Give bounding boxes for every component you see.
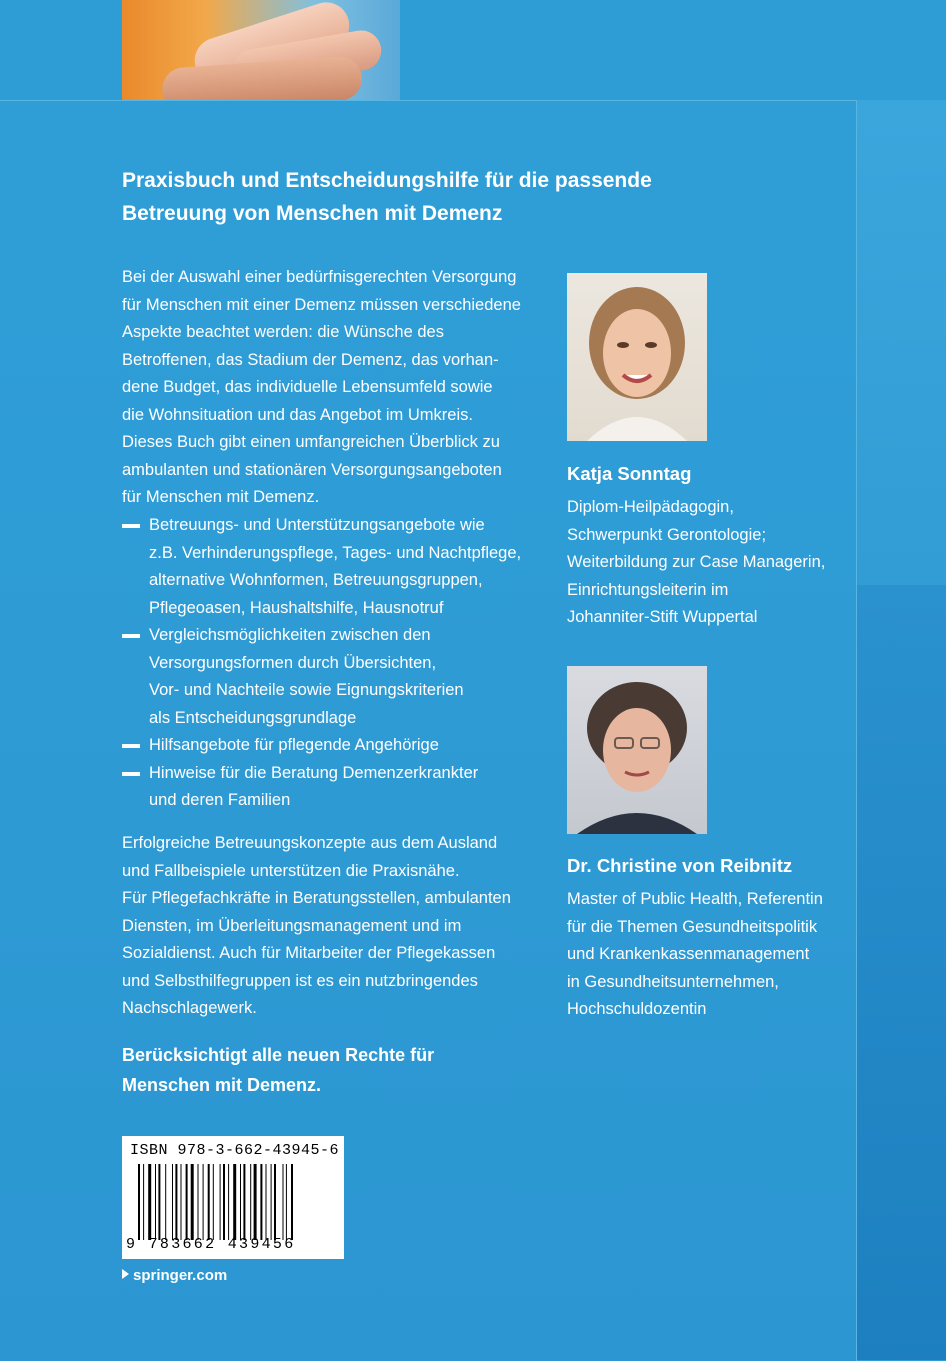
- text-line: Bei der Auswahl einer bedürfnisgerechten Versorgung: [122, 268, 517, 286]
- barcode: [122, 1136, 344, 1259]
- publisher-link[interactable]: springer.com: [122, 1267, 227, 1284]
- highlight-note: Berücksichtigt alle neuen Rechte für Menschen mit Demenz.: [122, 1045, 435, 1095]
- list-item: Betreuungs- und Unterstützungsangebote wie z.B. Verhinderungspflege, Tages- und Nachtpflege, alternative Wohnformen, Betreuungsgruppen, Pflegeoasen, Haushaltshilfe, Hausnotruf: [122, 512, 562, 622]
- text-line: ambulanten und stationären Versorgungsangeboten: [122, 460, 502, 479]
- text-line: dene Budget, das individuelle Lebensumfeld sowie: [122, 378, 493, 396]
- text-line: Diensten, im Überleitungsmanagement und im: [122, 916, 462, 935]
- author-name: Katja Sonntag: [567, 463, 692, 484]
- text-line: und Fallbeispiele unterstützen die Praxisnähe.: [122, 861, 460, 880]
- author-bio: Diplom-Heilpädagogin, Schwerpunkt Gerontologie; Weiterbildung zur Case Managerin, Einrichtungsleiterin im Johanniter-Stift Wuppertal: [567, 498, 826, 626]
- text-line: Aspekte beachtet werden: die Wünsche des: [122, 323, 444, 341]
- isbn-label: ISBN 978-3-662-43945-6: [130, 1142, 340, 1159]
- text-line: und Selbsthilfegruppen ist es ein nutzbringendes: [122, 971, 478, 990]
- author-name: Dr. Christine von Reibnitz: [567, 855, 793, 876]
- text-line: Dieses Buch gibt einen umfangreichen Überblick zu: [122, 433, 500, 451]
- background-right-band: [856, 585, 946, 1360]
- barcode-bars: [138, 1164, 338, 1240]
- text-line: Betroffenen, das Stadium der Demenz, das vorhan-: [122, 350, 499, 369]
- text-line: Nachschlagewerk.: [122, 999, 257, 1017]
- text-line: Erfolgreiche Betreuungskonzepte aus dem Ausland: [122, 834, 498, 852]
- ean-digits: 9 783662 439456: [126, 1236, 296, 1253]
- dash-icon: [122, 744, 140, 748]
- hands-photo: [122, 0, 400, 100]
- feature-list: [122, 512, 562, 815]
- dash-icon: [122, 772, 140, 776]
- text-line: Für Pflegefachkräfte in Beratungsstellen, ambulanten: [122, 889, 511, 907]
- list-item: Hinweise für die Beratung Demenzerkrankter und deren Familien: [122, 760, 562, 815]
- list-item: Vergleichsmöglichkeiten zwischen den Versorgungsformen durch Übersichten, Vor- und Nachteile sowie Eignungskriterien als Entscheidungsgrundlage: [122, 622, 562, 732]
- intro-paragraph: [122, 264, 542, 512]
- headline: [122, 164, 742, 230]
- dash-icon: [122, 634, 140, 638]
- author-photo-sonntag: [567, 273, 707, 441]
- arrow-right-icon: [122, 1269, 129, 1279]
- dash-icon: [122, 524, 140, 528]
- text-line: die Wohnsituation und das Angebot im Umkreis.: [122, 405, 473, 424]
- headline-line: Praxisbuch und Entscheidungshilfe für die passende: [122, 169, 652, 192]
- text-line: für Menschen mit Demenz.: [122, 488, 320, 506]
- text-line: für Menschen mit einer Demenz müssen verschiedene: [122, 295, 521, 314]
- list-item: Hilfsangebote für pflegende Angehörige: [122, 732, 562, 760]
- outro-paragraph: [122, 830, 562, 1023]
- author-photo-reibnitz: [567, 666, 707, 834]
- headline-line: Betreuung von Menschen mit Demenz: [122, 202, 503, 225]
- author-bio: Master of Public Health, Referentin für die Themen Gesundheitspolitik und Krankenkassenmanagement in Gesundheitsunternehmen, Hochschuldozentin: [567, 890, 823, 1018]
- text-line: Sozialdienst. Auch für Mitarbeiter der Pflegekassen: [122, 944, 496, 962]
